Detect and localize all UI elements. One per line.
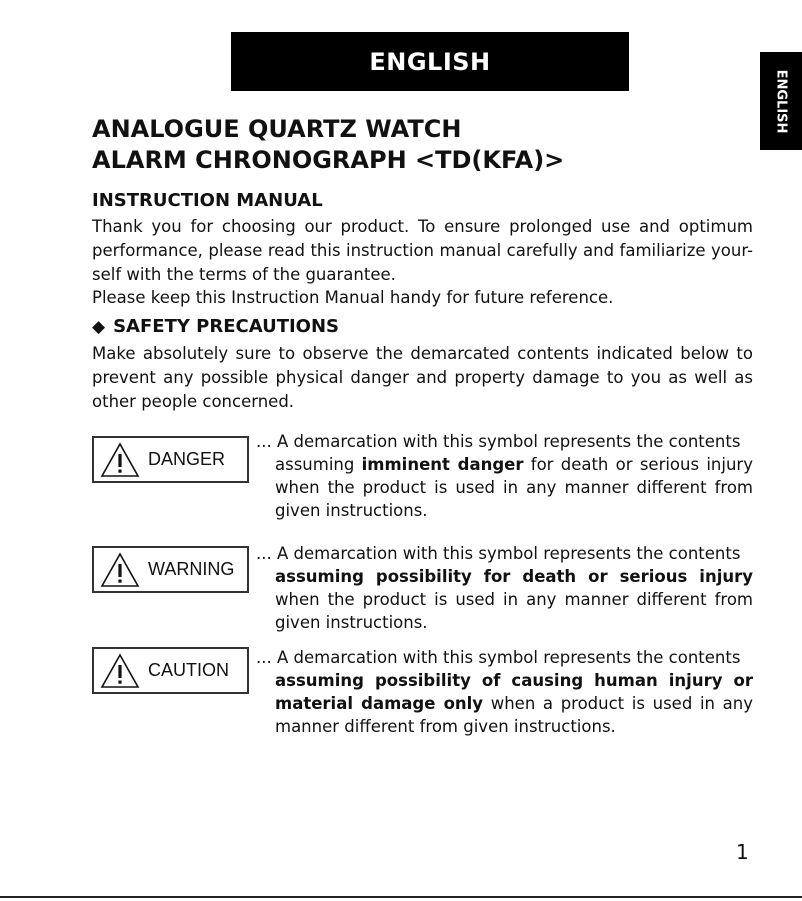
intro-paragraph: Thank you for choosing our product. To ensure prolonged use and optimum performance, please read this instruction manual carefully and familiarize your-self with the terms of the guarantee.: [92, 217, 753, 284]
warning-triangle-icon: [100, 551, 140, 589]
safety-precautions-heading: [92, 316, 339, 337]
banner-text: ENGLISH: [369, 47, 491, 76]
safety-heading-text: SAFETY PRECAUTIONS: [113, 316, 340, 337]
warning-badge: [92, 546, 249, 593]
caution-badge: [92, 647, 249, 694]
title-line-2: ALARM CHRONOGRAPH <TD(KFA)>: [92, 146, 565, 174]
caution-lead: ... A demarcation with this symbol represents the contents: [256, 648, 741, 667]
warning-lead: ... A demarcation with this symbol represents the contents: [256, 544, 741, 563]
danger-description: [256, 430, 753, 522]
warning-bold: assuming possibility for death or serious injury: [275, 567, 753, 586]
page-number: 1: [736, 840, 749, 864]
language-side-tab: [760, 52, 802, 150]
language-banner: [231, 32, 629, 91]
warning-triangle-icon: [100, 652, 140, 690]
warning-label: WARNING: [148, 559, 235, 579]
safety-intro-paragraph: Make absolutely sure to observe the demarcated contents indicated below to prevent any possible physical danger and property damage to you as well as other people concerned.: [92, 344, 753, 411]
caution-bold: assuming possibility of causing human injury or material damage only: [275, 671, 753, 713]
bottom-rule: [0, 896, 802, 898]
warning-triangle-icon: [100, 441, 140, 479]
caution-label: CAUTION: [148, 660, 229, 680]
instruction-manual-heading: INSTRUCTION MANUAL: [92, 190, 323, 211]
diamond-bullet-icon: ◆: [92, 316, 106, 337]
danger-bold: imminent danger: [361, 455, 524, 474]
keep-manual-paragraph: Please keep this Instruction Manual handy for future reference.: [92, 288, 614, 307]
danger-pre: assuming: [275, 455, 362, 474]
caution-description: [256, 646, 753, 738]
title-line-1: ANALOGUE QUARTZ WATCH: [92, 115, 462, 143]
danger-post: for death or serious injury when the product is used in any manner different from given instructions.: [275, 455, 753, 520]
document-title: [92, 114, 564, 176]
danger-label: DANGER: [148, 449, 226, 469]
warning-description: [256, 542, 753, 634]
warning-post: when the product is used in any manner different from given instructions.: [275, 590, 753, 632]
danger-badge: [92, 436, 249, 483]
danger-lead: ... A demarcation with this symbol represents the contents: [256, 432, 741, 451]
side-tab-text: ENGLISH: [773, 69, 789, 133]
caution-post: when a product is used in any manner different from given instructions.: [275, 694, 753, 736]
